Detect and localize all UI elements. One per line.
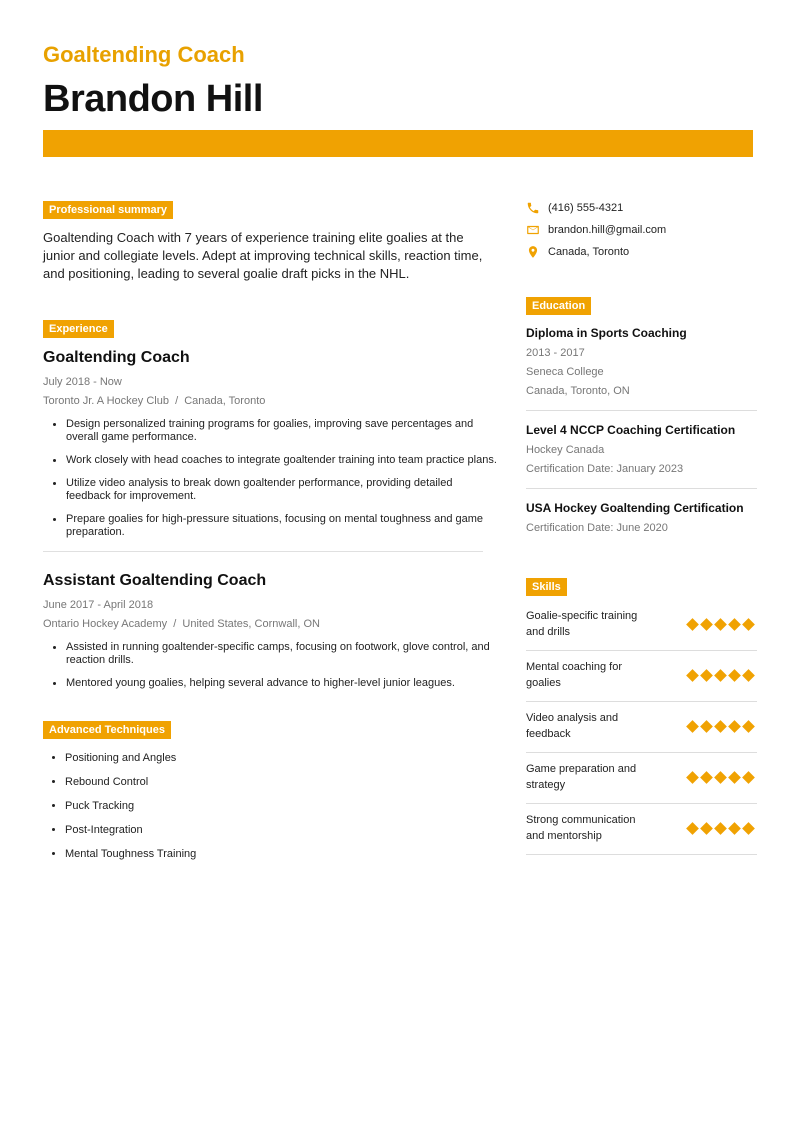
rating-diamond-icon	[686, 669, 699, 682]
header-accent-bar	[43, 130, 753, 157]
rating-diamond-icon	[686, 720, 699, 733]
job-bullets	[43, 641, 498, 690]
education-divider	[526, 488, 757, 489]
job-dates: July 2018 - Now	[43, 376, 122, 388]
rating-diamond-icon	[742, 720, 755, 733]
education-institution: Seneca College	[526, 366, 604, 378]
job-entry	[43, 572, 498, 690]
rating-diamond-icon	[714, 618, 727, 631]
education-location: Canada, Toronto, ON	[526, 385, 630, 397]
rating-diamond-icon	[742, 771, 755, 784]
skill-row	[526, 804, 757, 855]
location-pin-icon	[526, 245, 540, 259]
education-divider	[526, 410, 757, 411]
rating-diamond-icon	[714, 669, 727, 682]
list-item: • Post-Integration	[65, 823, 498, 837]
rating-diamond-icon	[686, 771, 699, 784]
skill-name: Video analysis and feedback	[526, 712, 619, 740]
left-column	[43, 200, 498, 871]
skill-name: Strong communication and mentorship	[526, 814, 636, 842]
list-item: • Utilize video analysis to break down goaltender performance, providing detailed feedback for improvement.	[65, 477, 498, 503]
candidate-name: Brandon Hill	[43, 78, 263, 120]
education-entry	[526, 500, 757, 535]
education-heading: Education	[526, 297, 591, 315]
contact-section	[526, 200, 757, 260]
education-date: Certification Date: January 2023	[526, 463, 684, 475]
contact-location	[526, 244, 757, 260]
rating-diamond-icon	[686, 822, 699, 835]
rating-diamond-icon	[728, 720, 741, 733]
list-item: • Rebound Control	[65, 775, 498, 789]
job-employer-location: Toronto Jr. A Hockey Club / Canada, Toronto	[43, 395, 266, 407]
list-item: • Puck Tracking	[65, 799, 498, 813]
skill-row	[526, 702, 757, 753]
summary-heading: Professional summary	[43, 201, 173, 219]
job-title: Goaltending Coach	[43, 349, 190, 366]
list-item: • Work closely with head coaches to integrate goaltender training into team practice plans.	[65, 454, 498, 467]
education-section	[526, 296, 757, 535]
skill-rating	[688, 671, 753, 680]
skill-rating	[688, 773, 753, 782]
skill-rating	[688, 620, 753, 629]
education-date: Certification Date: June 2020	[526, 522, 668, 534]
rating-diamond-icon	[700, 771, 713, 784]
rating-diamond-icon	[714, 771, 727, 784]
rating-diamond-icon	[714, 822, 727, 835]
skill-name: Goalie-specific training and drills	[526, 610, 638, 638]
rating-diamond-icon	[728, 822, 741, 835]
techniques-heading: Advanced Techniques	[43, 721, 171, 739]
education-institution: Hockey Canada	[526, 444, 605, 456]
job-dates: June 2017 - April 2018	[43, 599, 154, 611]
experience-section	[43, 319, 498, 690]
education-entry	[526, 325, 757, 398]
techniques-section	[43, 720, 498, 861]
envelope-icon	[526, 223, 540, 237]
job-employer-location: Ontario Hockey Academy / United States, Cornwall, ON	[43, 618, 320, 630]
list-item: • Positioning and Angles	[65, 751, 498, 765]
job-entry	[43, 349, 498, 539]
job-divider	[43, 551, 483, 552]
skills-list	[526, 600, 757, 855]
skill-row	[526, 600, 757, 651]
email-text: brandon.hill@gmail.com	[548, 224, 667, 236]
job-title: Assistant Goaltending Coach	[43, 572, 267, 589]
rating-diamond-icon	[686, 618, 699, 631]
role-title: Goaltending Coach	[43, 42, 245, 67]
rating-diamond-icon	[714, 720, 727, 733]
list-item: • Mental Toughness Training	[65, 847, 498, 861]
skill-name: Mental coaching for goalies	[526, 661, 622, 689]
rating-diamond-icon	[700, 720, 713, 733]
rating-diamond-icon	[728, 618, 741, 631]
skill-row	[526, 651, 757, 702]
rating-diamond-icon	[728, 669, 741, 682]
contact-email	[526, 222, 757, 238]
right-column	[526, 200, 757, 855]
rating-diamond-icon	[728, 771, 741, 784]
summary-section	[43, 200, 498, 283]
contact-phone	[526, 200, 757, 216]
skills-section	[526, 577, 757, 855]
education-title: USA Hockey Goaltending Certification	[526, 501, 744, 515]
list-item: • Assisted in running goaltender-specific camps, focusing on footwork, glove control, and reaction drills.	[65, 641, 498, 667]
techniques-list	[43, 751, 498, 861]
job-bullets	[43, 418, 498, 539]
education-title: Level 4 NCCP Coaching Certification	[526, 423, 736, 437]
list-item: • Design personalized training programs for goalies, improving save percentages and overall game performance.	[65, 418, 498, 444]
skill-name: Game preparation and strategy	[526, 763, 637, 791]
rating-diamond-icon	[742, 618, 755, 631]
summary-text: Goaltending Coach with 7 years of experience training elite goalies at the junior and collegiate levels. Adept at improving technical skills, reaction time, and positioning, leading to several goalie draft picks in the NHL.	[43, 230, 483, 281]
phone-text: (416) 555-4321	[548, 202, 624, 214]
rating-diamond-icon	[742, 822, 755, 835]
skill-row	[526, 753, 757, 804]
experience-heading: Experience	[43, 320, 114, 338]
skill-rating	[688, 722, 753, 731]
rating-diamond-icon	[700, 618, 713, 631]
education-entry	[526, 422, 757, 476]
list-item: • Mentored young goalies, helping several advance to higher-level junior leagues.	[65, 677, 498, 690]
skill-rating	[688, 824, 753, 833]
location-text: Canada, Toronto	[548, 246, 630, 258]
phone-icon	[526, 201, 540, 215]
rating-diamond-icon	[700, 822, 713, 835]
skills-heading: Skills	[526, 578, 567, 596]
rating-diamond-icon	[742, 669, 755, 682]
education-dates: 2013 - 2017	[526, 347, 585, 359]
list-item: • Prepare goalies for high-pressure situations, focusing on mental toughness and game preparation.	[65, 513, 498, 539]
rating-diamond-icon	[700, 669, 713, 682]
education-title: Diploma in Sports Coaching	[526, 326, 687, 340]
